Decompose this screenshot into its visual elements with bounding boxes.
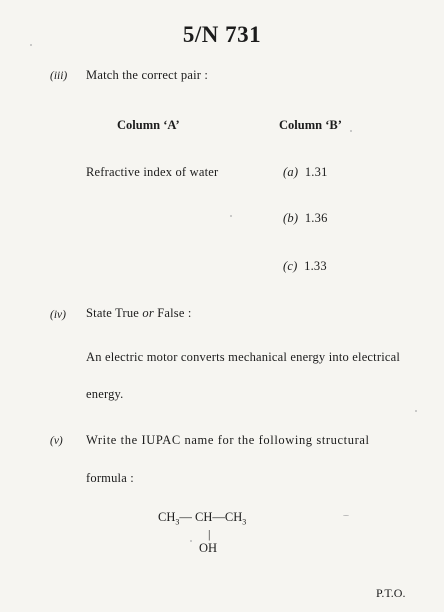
statement-line-1: An electric motor converts mechanical energy into electrical xyxy=(86,350,401,364)
option-b xyxy=(283,211,328,226)
option-label: (c) xyxy=(283,259,298,273)
column-a-item: Refractive index of water xyxy=(86,165,219,179)
ch3-left-group xyxy=(158,510,180,527)
scan-speck xyxy=(350,130,352,132)
question-number: (iii) xyxy=(50,70,68,82)
column-a-title: Column ‘A’ xyxy=(117,118,180,132)
paper-code-header: 5/N 731 xyxy=(182,22,262,47)
hydroxyl-group: OH xyxy=(199,541,218,555)
option-value: 1.33 xyxy=(304,259,327,273)
question-prompt: Match the correct pair : xyxy=(86,68,209,82)
option-c xyxy=(283,259,327,274)
scan-speck xyxy=(343,515,349,516)
vertical-bond: | xyxy=(208,527,211,541)
question-number: (iv) xyxy=(50,309,66,321)
option-value: 1.36 xyxy=(304,211,328,225)
structural-formula-main-chain xyxy=(158,510,246,527)
single-bond: — xyxy=(212,510,225,524)
prompt-text: State True xyxy=(86,306,143,320)
prompt-or: or xyxy=(142,306,154,320)
scan-speck xyxy=(190,540,192,542)
formula-subscript: 3 xyxy=(175,517,180,527)
question-prompt-line-1: Write the IUPAC name for the following structural xyxy=(86,433,370,447)
option-label: (b) xyxy=(283,211,299,225)
formula-text: CH xyxy=(158,510,176,524)
scan-speck xyxy=(30,44,32,46)
single-bond: — xyxy=(179,510,192,524)
question-prompt xyxy=(86,306,192,321)
formula-subscript: 3 xyxy=(242,517,247,527)
question-prompt-line-2: formula : xyxy=(86,471,134,485)
pto-footer: P.T.O. xyxy=(376,586,406,600)
ch3-right-group xyxy=(224,510,247,527)
statement-line-2: energy. xyxy=(86,387,124,401)
scan-speck xyxy=(415,410,417,412)
scan-speck xyxy=(230,215,232,217)
column-b-title: Column ‘B’ xyxy=(279,118,342,132)
prompt-text: False : xyxy=(153,306,192,320)
formula-text: CH xyxy=(224,510,243,524)
option-label: (a) xyxy=(283,165,299,179)
question-number: (v) xyxy=(50,435,63,447)
option-value: 1.31 xyxy=(304,165,328,179)
ch-group: CH xyxy=(195,510,213,524)
option-a xyxy=(283,165,328,180)
